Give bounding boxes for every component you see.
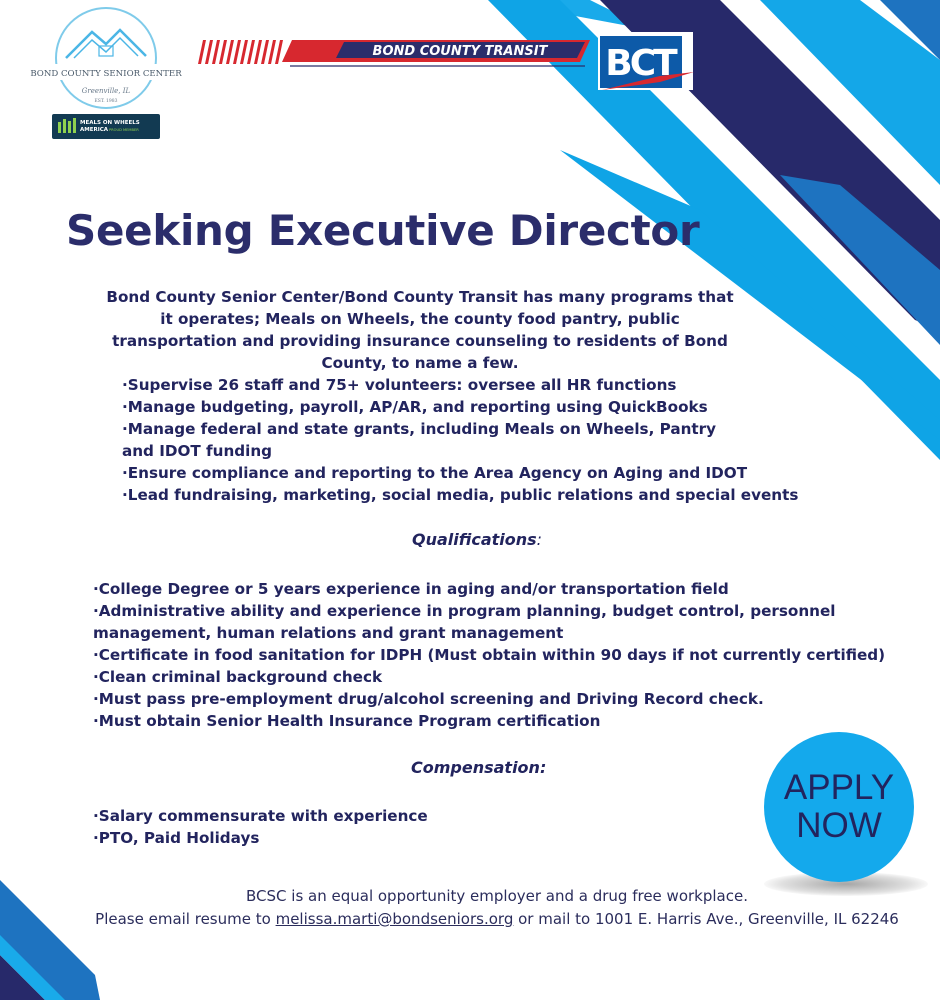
qualification-item-continuation: management, human relations and grant management: [93, 624, 564, 642]
duty-item: ·Ensure compliance and reporting to the Area Agency on Aging and IDOT: [122, 464, 748, 482]
compensation-list: [93, 805, 428, 849]
intro-paragraph: Bond County Senior Center/Bond County Transit has many programs that it operates; Meals on Wheels, the county food pantry, public transportation and providing insurance counseling to residents of Bond County, to name a few.: [106, 288, 734, 372]
meals-line3: PROUD MEMBER: [109, 128, 139, 132]
duty-item: ·Manage federal and state grants, including Meals on Wheels, Pantry: [122, 420, 717, 438]
qualification-item: ·College Degree or 5 years experience in aging and/or transportation field: [93, 580, 729, 598]
apply-now-line1: APPLY: [783, 768, 895, 807]
footer-email-prefix: Please email resume to: [95, 910, 271, 928]
qualification-item: ·Must obtain Senior Health Insurance Program certification: [93, 712, 601, 730]
apply-now-line2: NOW: [796, 806, 882, 845]
meals-line2: AMERICA: [80, 127, 109, 133]
footer-mail-suffix: or mail to 1001 E. Harris Ave., Greenville, IL 62246: [513, 910, 899, 928]
duty-item: ·Manage budgeting, payroll, AP/AR, and reporting using QuickBooks: [122, 398, 708, 416]
qualification-item: ·Administrative ability and experience in program planning, budget control, personnel: [93, 602, 836, 620]
compensation-heading: Compensation:: [411, 758, 547, 777]
senior-center-logo: [30, 8, 182, 108]
qualifications-heading-text: Qualifications: [412, 530, 537, 549]
qualifications-colon: :: [536, 530, 543, 549]
footer-eeo-statement: BCSC is an equal opportunity employer and a drug free workplace.: [246, 887, 748, 905]
duties-list: [122, 374, 798, 506]
qualifications-list: [93, 578, 885, 732]
qualifications-heading: [412, 530, 542, 549]
banner-speed-lines: [198, 40, 283, 64]
meals-on-wheels-logo: [52, 114, 160, 139]
senior-center-est: EST. 1983: [94, 99, 118, 104]
senior-center-city: Greenville, IL: [81, 87, 131, 95]
duty-item: ·Supervise 26 staff and 75+ volunteers: oversee all HR functions: [122, 376, 677, 394]
footer-contact-line: [27, 910, 940, 928]
duty-item: ·Lead fundraising, marketing, social media, public relations and special events: [122, 486, 799, 504]
transit-banner-text: BOND COUNTY TRANSIT: [372, 44, 548, 59]
meals-line1: MEALS ON WHEELS: [80, 120, 140, 126]
compensation-item: ·PTO, Paid Holidays: [93, 829, 260, 847]
bct-logo: [598, 32, 694, 90]
qualification-item: ·Certificate in food sanitation for IDPH (Must obtain within 90 days if not currently certified): [93, 646, 886, 664]
footer-email-link[interactable]: melissa.marti@bondseniors.org: [275, 910, 514, 928]
duty-item-continuation: and IDOT funding: [122, 442, 273, 460]
transit-banner-logo: [198, 40, 590, 66]
qualification-item: ·Clean criminal background check: [93, 668, 383, 686]
apply-now-button[interactable]: [764, 732, 914, 882]
page-title: Seeking Executive Director: [66, 206, 700, 255]
senior-center-name: BOND COUNTY SENIOR CENTER: [30, 69, 182, 79]
qualification-item: ·Must pass pre-employment drug/alcohol screening and Driving Record check.: [93, 690, 764, 708]
apply-now-wrapper: [764, 732, 914, 882]
compensation-item: ·Salary commensurate with experience: [93, 807, 428, 825]
bct-logo-text: BCT: [605, 43, 675, 84]
